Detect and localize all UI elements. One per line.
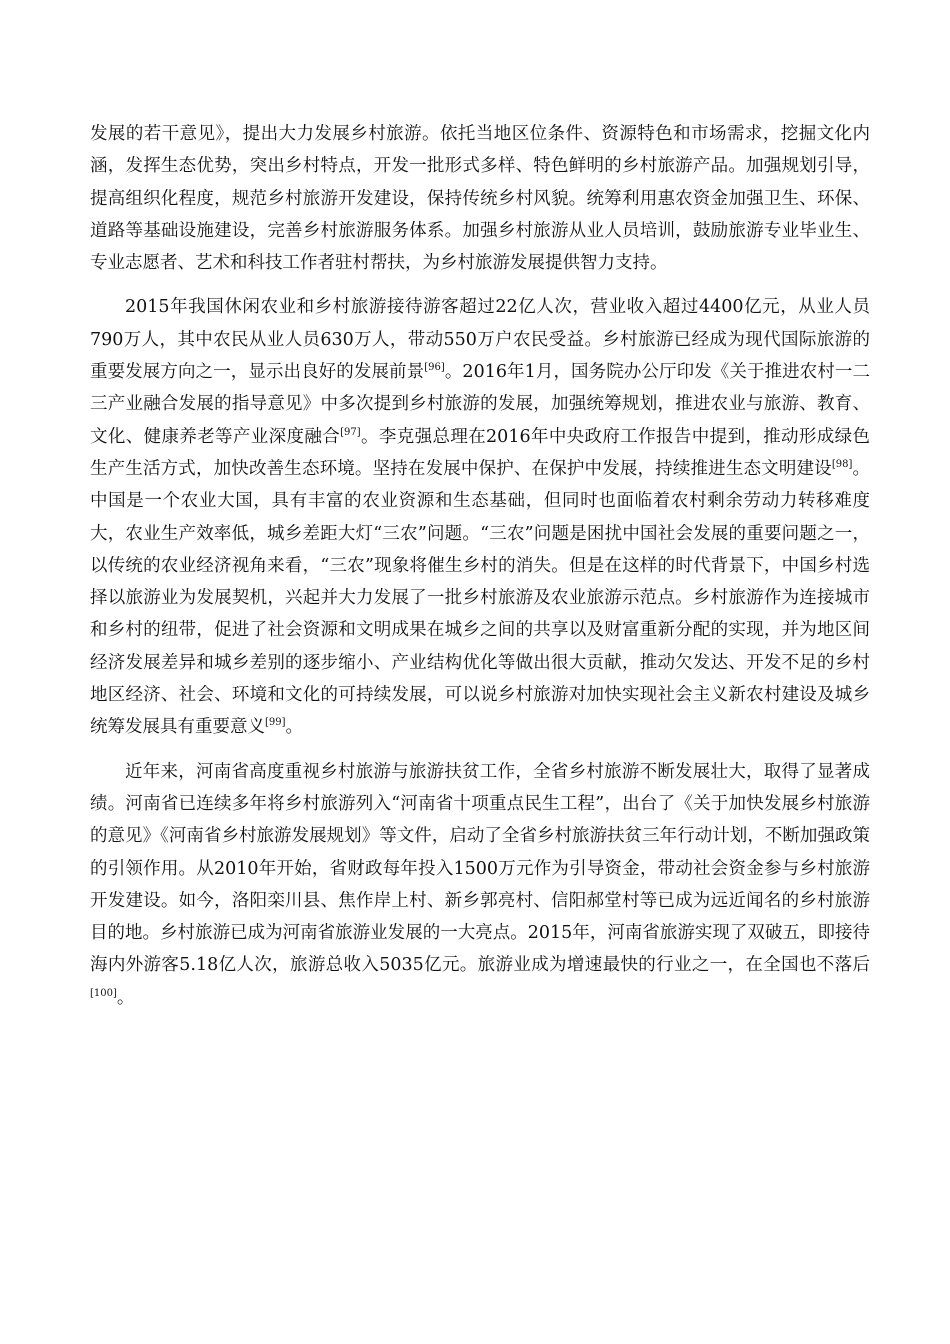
citation-97: [97] xyxy=(340,426,361,438)
paragraph-2 xyxy=(90,291,870,743)
paragraph-text: 。2016年1月，国务院办公厅印发《关于推进农村一二三产业融合发展的指导意见》中多次提到乡村旅游的发展，加强统筹规划，推进农业与旅游、教育、文化、健康养老等产业深度融合 xyxy=(90,362,870,447)
paragraph-3 xyxy=(90,756,870,1014)
citation-98: [98] xyxy=(831,458,853,470)
paragraph-text: 2015年我国休闲农业和乡村旅游接待游客超过22亿人次，营业收入超过4400亿元，从业人员790万人，其中农民从业人员630万人，带动550万户农民受益。乡村旅游已经成为现代国际旅游的重要发展方向之一，显示出良好的发展前景 xyxy=(90,297,870,383)
paragraph-1 xyxy=(90,118,870,279)
citation-96: [96] xyxy=(424,362,445,374)
paragraph-text: 。中国是一个农业大国，具有丰富的农业资源和生态基础，但同时也面临着农村剩余劳动力转移难度大，农业生产效率低，城乡差距大灯“三农”问题。“三农”问题是困扰中国社会发展的重要问题之一，以传统的农业经济视角来看，“三农”现象将催生乡村的消失。但是在这样的时代背景下，中国乡村选择以旅游业为发展契机，兴起并大力发展了一批乡村旅游及农业旅游示范点。乡村旅游作为连接城市和乡村的纽带，促进了社会资源和文明成果在城乡之间的共享以及财富重新分配的实现，并为地区间经济发展差异和城乡差别的逐步缩小、产业结构优化等做出很大贡献，推动欠发达、开发不足的乡村地区经济、社会、环境和文化的可持续发展，可以说乡村旅游对加快实现社会主义新农村建设及城乡统筹发展具有重要意义 xyxy=(90,458,871,738)
document-page xyxy=(90,118,870,1014)
paragraph-text: 发展的若干意见》，提出大力发展乡村旅游。依托当地区位条件、资源特色和市场需求，挖掘文化内涵，发挥生态优势，突出乡村特点，开发一批形式多样、特色鲜明的乡村旅游产品。加强规划引导，提高组织化程度，规范乡村旅游开发建设，保持传统乡村风貌。统筹利用惠农资金加强卫生、环保、道路等基础设施建设，完善乡村旅游服务体系。加强乡村旅游从业人员培训，鼓励旅游专业毕业生、专业志愿者、艺术和科技工作者驻村帮扶，为乡村旅游发展提供智力支持。 xyxy=(90,124,870,274)
citation-100: [100] xyxy=(90,987,117,999)
paragraph-text: 。 xyxy=(116,987,135,1008)
paragraph-text: 。 xyxy=(285,717,304,738)
paragraph-text: 。李克强总理在2016年中央政府工作报告中提到，推动形成绿色生产生活方式，加快改善生态环境。坚持在发展中保护、在保护中发展，持续推进生态文明建设 xyxy=(90,426,871,479)
citation-99: [99] xyxy=(265,717,286,729)
paragraph-text: 近年来，河南省高度重视乡村旅游与旅游扶贫工作，全省乡村旅游不断发展壮大，取得了显著成绩。河南省已连续多年将乡村旅游列入“河南省十项重点民生工程”，出台了《关于加快发展乡村旅游的意见》《河南省乡村旅游发展规划》等文件，启动了全省乡村旅游扶贫三年行动计划，不断加强政策的引领作用。从2010年开始，省财政每年投入1500万元作为引导资金，带动社会资金参与乡村旅游开发建设。如今，洛阳栾川县、焦作岸上村、新乡郭亮村、信阳郝堂村等已成为远近闻名的乡村旅游目的地。乡村旅游已成为河南省旅游业发展的一大亮点。2015年，河南省旅游实现了双破五，即接待海内外游客5.18亿人次，旅游总收入5035亿元。旅游业成为增速最快的行业之一，在全国也不落后 xyxy=(90,761,870,976)
